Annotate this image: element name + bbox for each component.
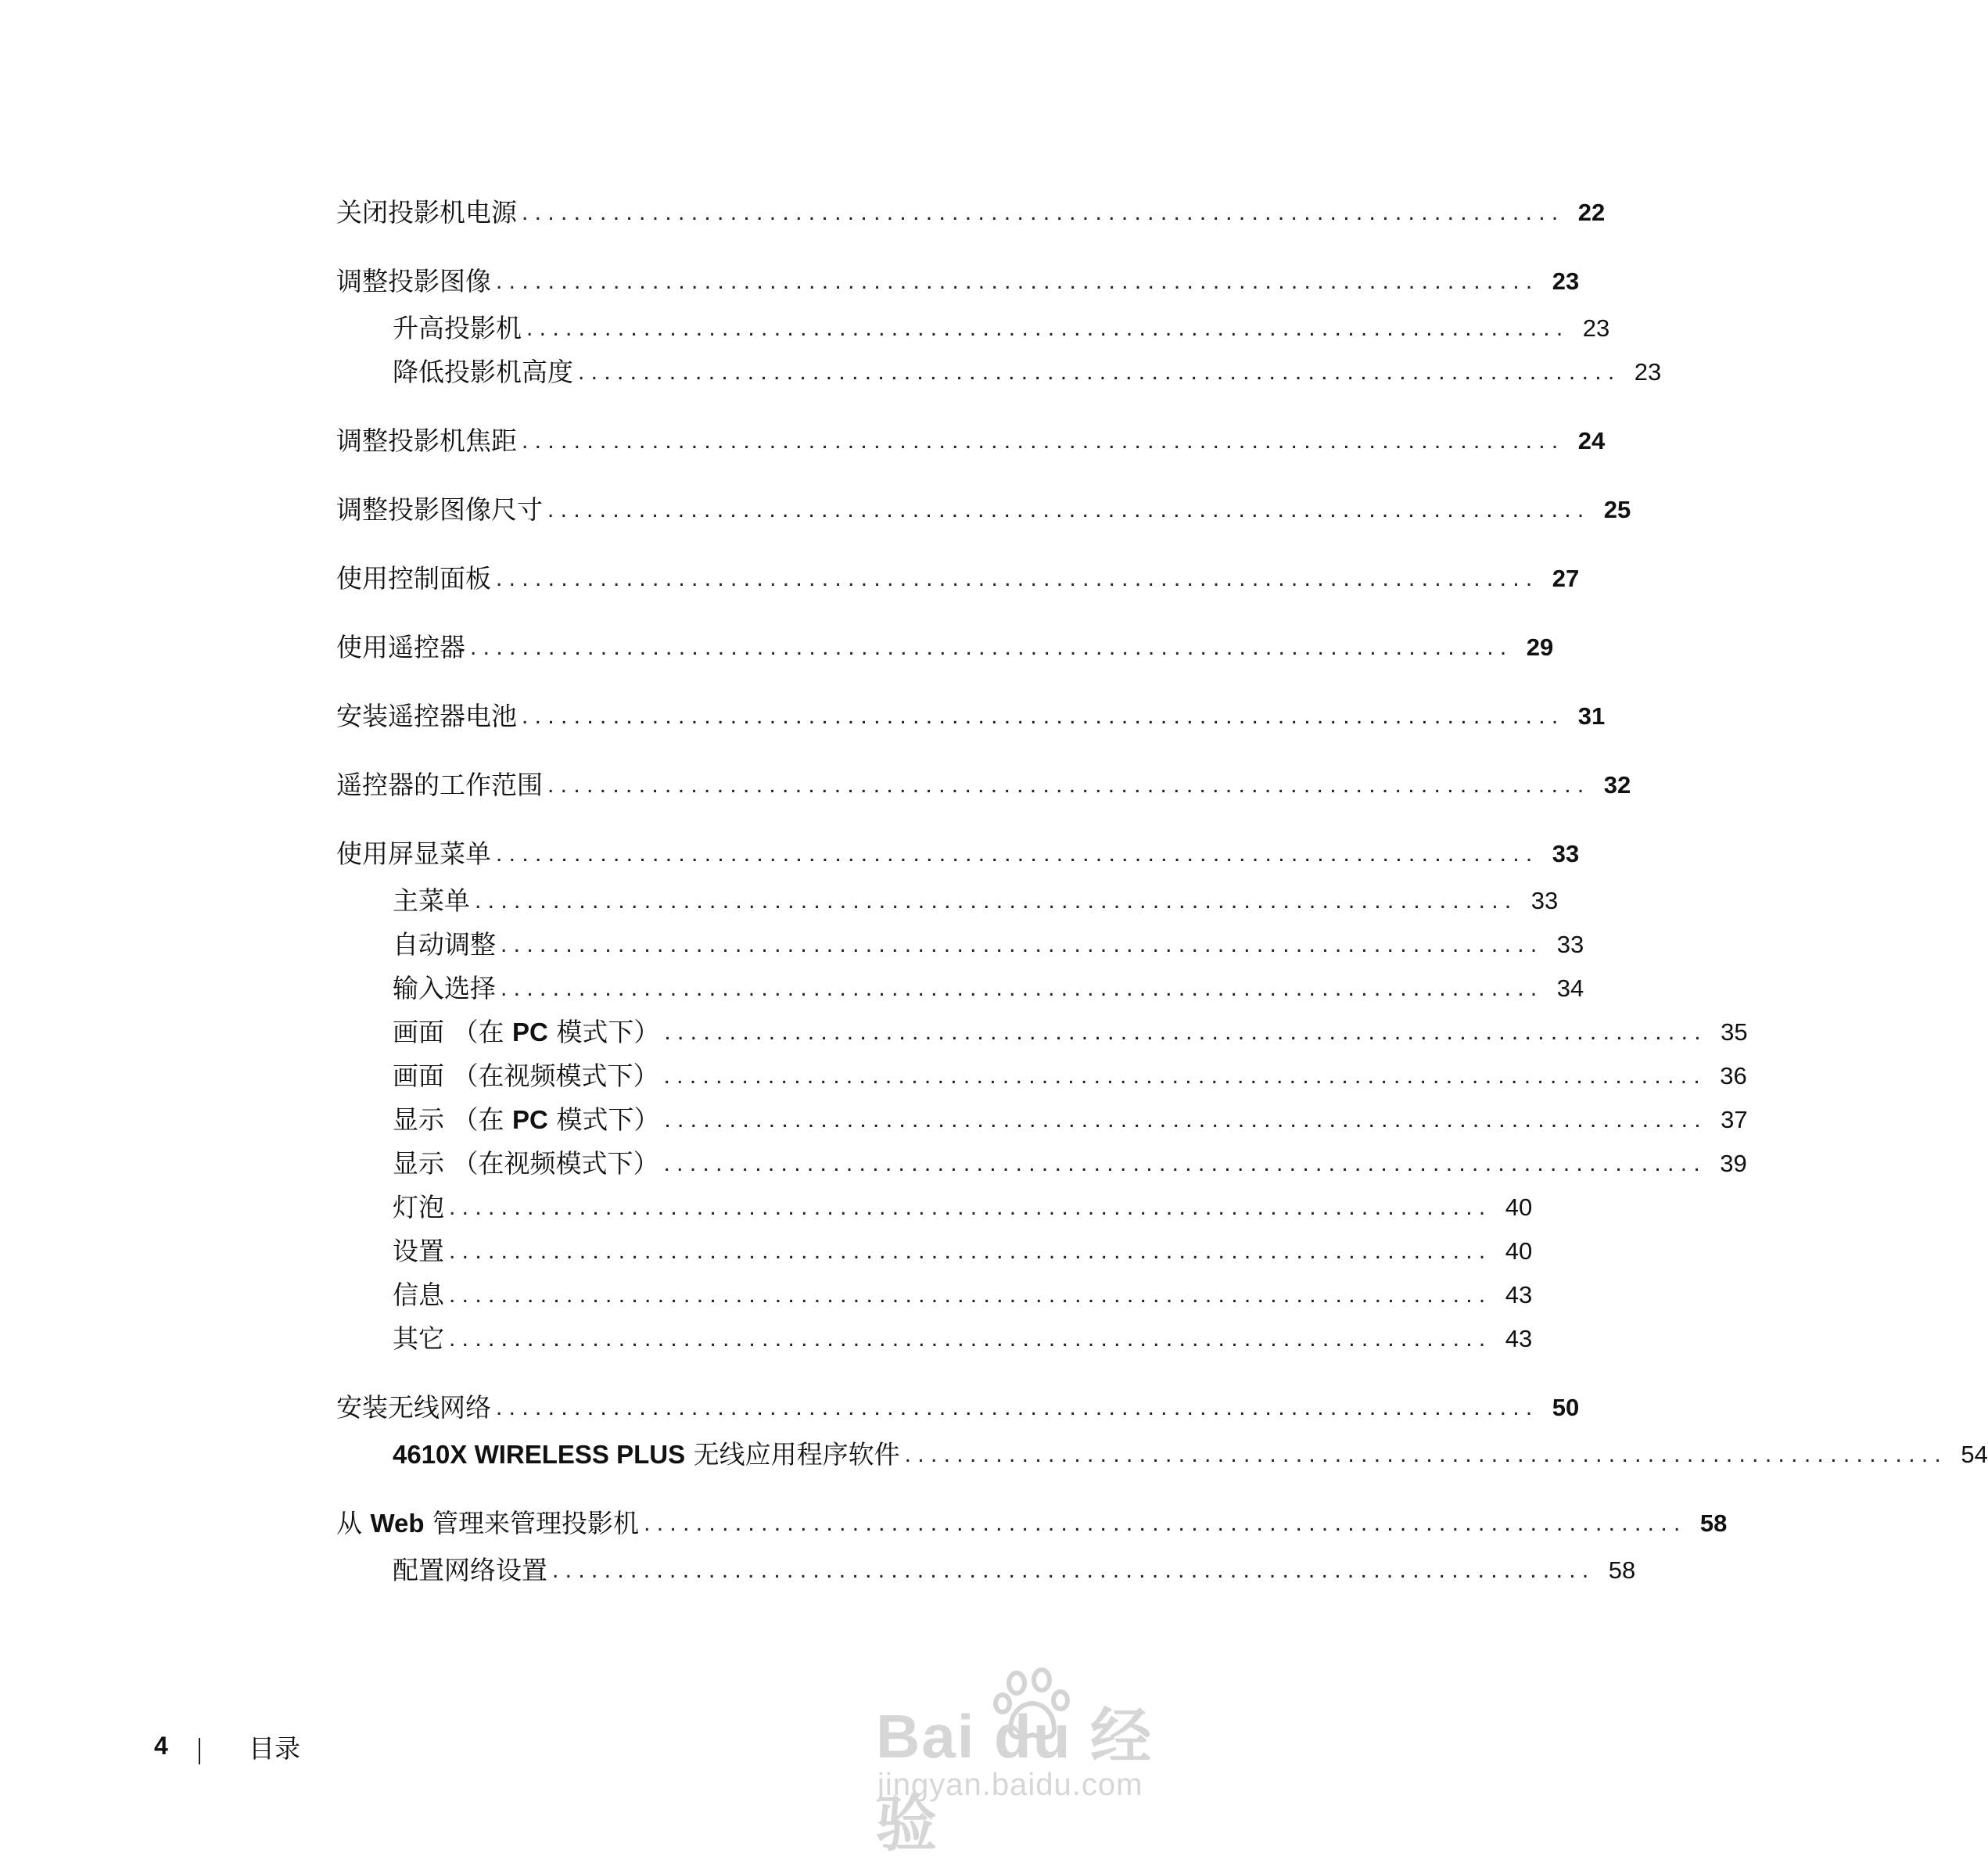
dot-leader: . . . . . . . . . . . . . . . . . . . . . . . . . . . . . . . . . . . . . . . . . . . . . . . . . . . . . . . . . . . . . . . . . . . . . . . . . . . . . . . .	[449, 1194, 1486, 1220]
toc-page-number: 33	[1556, 931, 1584, 958]
dot-leader: . . . . . . . . . . . . . . . . . . . . . . . . . . . . . . . . . . . . . . . . . . . . . . . . . . . . . . . . . . . . . . . . . . . . . . . . . . . . . . . .	[522, 703, 1559, 729]
toc-page-number: 54	[1961, 1441, 1988, 1468]
toc-entry-label: 使用控制面板	[336, 563, 491, 594]
dot-leader: . . . . . . . . . . . . . . . . . . . . . . . . . . . . . . . . . . . . . . . . . . . . . . . . . . . . . . . . . . . . . . . . . . . . . . . . . . . . . . . .	[522, 199, 1559, 225]
toc-entry-label: 关闭投影机电源	[336, 197, 517, 228]
dot-leader: . . . . . . . . . . . . . . . . . . . . . . . . . . . . . . . . . . . . . . . . . . . . . . . . . . . . . . . . . . . . . . . . . . . . . . . . . . . . . . . .	[496, 841, 1533, 867]
toc-page-number: 37	[1721, 1106, 1748, 1133]
toc-entry-label: 使用屏显菜单	[336, 838, 491, 869]
toc-page-number: 33	[1552, 840, 1580, 867]
toc-page-number: 58	[1699, 1509, 1728, 1537]
toc-entry-label: 配置网络设置	[393, 1555, 547, 1585]
toc-page-number: 27	[1552, 565, 1580, 592]
toc-subentry[interactable]	[393, 970, 1584, 1007]
toc-page-number: 33	[1530, 887, 1559, 914]
toc-subentry[interactable]	[393, 354, 1662, 391]
dot-leader: . . . . . . . . . . . . . . . . . . . . . . . . . . . . . . . . . . . . . . . . . . . . . . . . . . . . . . . . . . . . . . . . . . . . . . . . . . . . . . . .	[664, 1019, 1701, 1045]
dot-leader: . . . . . . . . . . . . . . . . . . . . . . . . . . . . . . . . . . . . . . . . . . . . . . . . . . . . . . . . . . . . . . . . . . . . . . . . . . . . . . . .	[501, 975, 1538, 1001]
toc-page-number: 32	[1603, 771, 1631, 799]
dot-leader: . . . . . . . . . . . . . . . . . . . . . . . . . . . . . . . . . . . . . . . . . . . . . . . . . . . . . . . . . . . . . . . . . . . . . . . . . . . . . . . .	[578, 359, 1615, 385]
dot-leader: . . . . . . . . . . . . . . . . . . . . . . . . . . . . . . . . . . . . . . . . . . . . . . . . . . . . . . . . . . . . . . . . . . . . . . . . . . . . . . . .	[663, 1150, 1700, 1176]
toc-entry-label: 灯泡	[393, 1192, 444, 1222]
toc-subentry[interactable]	[393, 1276, 1533, 1314]
dot-leader: . . . . . . . . . . . . . . . . . . . . . . . . . . . . . . . . . . . . . . . . . . . . . . . . . . . . . . . . . . . . . . . . . . . . . . . . . . . . . . . .	[663, 1063, 1700, 1089]
toc-page-number: 24	[1577, 427, 1606, 454]
toc-page-number: 31	[1577, 702, 1606, 730]
toc-entry-label: 其它	[393, 1323, 444, 1354]
dot-leader: . . . . . . . . . . . . . . . . . . . . . . . . . . . . . . . . . . . . . . . . . . . . . . . . . . . . . . . . . . . . . . . . . . . . . . . . . . . . . . . .	[475, 888, 1512, 914]
toc-subentry[interactable]	[393, 1189, 1533, 1226]
toc-page-number: 22	[1577, 199, 1606, 226]
dot-leader: . . . . . . . . . . . . . . . . . . . . . . . . . . . . . . . . . . . . . . . . . . . . . . . . . . . . . . . . . . . . . . . . . . . . . . . . . . . . . . . .	[547, 497, 1584, 522]
toc-entry[interactable]	[336, 263, 1580, 300]
dot-leader: . . . . . . . . . . . . . . . . . . . . . . . . . . . . . . . . . . . . . . . . . . . . . . . . . . . . . . . . . . . . . . . . . . . . . . . . . . . . . . . .	[664, 1107, 1701, 1133]
toc-entry-label: 调整投影机焦距	[336, 425, 517, 456]
dot-leader: . . . . . . . . . . . . . . . . . . . . . . . . . . . . . . . . . . . . . . . . . . . . . . . . . . . . . . . . . . . . . . . . . . . . . . . . . . . . . . . .	[496, 565, 1533, 591]
toc-page-number: 50	[1552, 1394, 1580, 1421]
toc-entry-label: 从 Web 管理来管理投影机	[336, 1508, 640, 1538]
watermark-url: jingyan.baidu.com	[877, 1768, 1143, 1802]
toc-subentry[interactable]	[393, 310, 1610, 347]
toc-entry-label: 自动调整	[393, 929, 496, 960]
baidu-jingyan-watermark	[876, 1666, 1165, 1858]
toc-entry-label: 设置	[393, 1236, 444, 1266]
toc-subentry[interactable]	[393, 1233, 1533, 1270]
footer-page-number: 4	[154, 1732, 168, 1760]
toc-entry-label: 画面 （在视频模式下）	[393, 1061, 659, 1091]
toc-page-number: 39	[1720, 1150, 1747, 1177]
toc-entry-label: 安装无线网络	[336, 1392, 491, 1423]
toc-entry-label: 输入选择	[393, 973, 496, 1003]
toc-page-number: 25	[1603, 496, 1631, 523]
toc-entry-label: 4610X WIRELESS PLUS 无线应用程序软件	[393, 1439, 900, 1470]
dot-leader: . . . . . . . . . . . . . . . . . . . . . . . . . . . . . . . . . . . . . . . . . . . . . . . . . . . . . . . . . . . . . . . . . . . . . . . . . . . . . . . .	[904, 1441, 1941, 1467]
toc-page-number: 29	[1526, 634, 1554, 661]
dot-leader: . . . . . . . . . . . . . . . . . . . . . . . . . . . . . . . . . . . . . . . . . . . . . . . . . . . . . . . . . . . . . . . . . . . . . . . . . . . . . . . .	[552, 1557, 1589, 1583]
toc-entry[interactable]	[336, 194, 1606, 232]
toc-entry-label: 调整投影图像	[336, 266, 491, 296]
toc-entry-label: 画面 （在 PC 模式下）	[393, 1017, 660, 1047]
toc-entry-label: 使用遥控器	[336, 632, 465, 662]
toc-page-number: 40	[1505, 1237, 1533, 1265]
toc-entry-label: 信息	[393, 1280, 444, 1310]
toc-subentry[interactable]	[393, 1057, 1747, 1095]
dot-leader: . . . . . . . . . . . . . . . . . . . . . . . . . . . . . . . . . . . . . . . . . . . . . . . . . . . . . . . . . . . . . . . . . . . . . . . . . . . . . . . .	[449, 1238, 1486, 1264]
toc-entry-label: 降低投影机高度	[393, 357, 573, 387]
toc-subentry[interactable]	[393, 882, 1559, 920]
dot-leader: . . . . . . . . . . . . . . . . . . . . . . . . . . . . . . . . . . . . . . . . . . . . . . . . . . . . . . . . . . . . . . . . . . . . . . . . . . . . . . . .	[522, 428, 1559, 454]
dot-leader: . . . . . . . . . . . . . . . . . . . . . . . . . . . . . . . . . . . . . . . . . . . . . . . . . . . . . . . . . . . . . . . . . . . . . . . . . . . . . . . .	[526, 315, 1563, 341]
dot-leader: . . . . . . . . . . . . . . . . . . . . . . . . . . . . . . . . . . . . . . . . . . . . . . . . . . . . . . . . . . . . . . . . . . . . . . . . . . . . . . . .	[644, 1510, 1681, 1536]
dot-leader: . . . . . . . . . . . . . . . . . . . . . . . . . . . . . . . . . . . . . . . . . . . . . . . . . . . . . . . . . . . . . . . . . . . . . . . . . . . . . . . .	[501, 931, 1538, 957]
toc-page-number: 58	[1608, 1556, 1636, 1584]
toc-page-number: 35	[1721, 1018, 1748, 1046]
toc-subentry[interactable]	[393, 1436, 1988, 1474]
toc-entry-label: 调整投影图像尺寸	[336, 494, 543, 525]
toc-page-number: 43	[1505, 1325, 1533, 1352]
toc-page-number: 34	[1556, 975, 1584, 1002]
footer-section-title: 目录	[249, 1733, 300, 1764]
toc-subentry[interactable]	[393, 1101, 1748, 1139]
toc-entry[interactable]	[336, 835, 1580, 873]
toc-entry[interactable]	[336, 1389, 1580, 1427]
toc-entry[interactable]	[336, 698, 1606, 735]
toc-entry[interactable]	[336, 422, 1606, 460]
footer-divider	[199, 1738, 200, 1764]
toc-entry[interactable]	[336, 629, 1554, 666]
toc-entry-label: 显示 （在视频模式下）	[393, 1148, 659, 1179]
toc-subentry[interactable]	[393, 926, 1584, 964]
dot-leader: . . . . . . . . . . . . . . . . . . . . . . . . . . . . . . . . . . . . . . . . . . . . . . . . . . . . . . . . . . . . . . . . . . . . . . . . . . . . . . . .	[496, 268, 1533, 294]
toc-entry[interactable]	[336, 766, 1631, 804]
toc-entry[interactable]	[336, 1505, 1728, 1542]
toc-entry-label: 主菜单	[393, 885, 470, 916]
toc-subentry[interactable]	[393, 1145, 1747, 1183]
toc-entry[interactable]	[336, 560, 1580, 598]
toc-page-number: 23	[1552, 267, 1580, 295]
dot-leader: . . . . . . . . . . . . . . . . . . . . . . . . . . . . . . . . . . . . . . . . . . . . . . . . . . . . . . . . . . . . . . . . . . . . . . . . . . . . . . . .	[449, 1326, 1486, 1351]
toc-subentry[interactable]	[393, 1552, 1636, 1589]
toc-page-number: 23	[1582, 314, 1610, 342]
toc-page-number: 36	[1720, 1062, 1747, 1089]
dot-leader: . . . . . . . . . . . . . . . . . . . . . . . . . . . . . . . . . . . . . . . . . . . . . . . . . . . . . . . . . . . . . . . . . . . . . . . . . . . . . . . .	[496, 1395, 1533, 1420]
toc-entry[interactable]	[336, 491, 1631, 529]
watermark-logo-text: Bai du 经验	[876, 1702, 1154, 1858]
toc-entry-label: 显示 （在 PC 模式下）	[393, 1104, 660, 1135]
toc-page-number: 43	[1505, 1281, 1533, 1308]
toc-entry-label: 遥控器的工作范围	[336, 770, 543, 800]
toc-page-number: 40	[1505, 1194, 1533, 1221]
toc-entry-label: 升高投影机	[393, 313, 522, 343]
dot-leader: . . . . . . . . . . . . . . . . . . . . . . . . . . . . . . . . . . . . . . . . . . . . . . . . . . . . . . . . . . . . . . . . . . . . . . . . . . . . . . . .	[470, 634, 1507, 660]
toc-page-number: 23	[1634, 358, 1662, 386]
dot-leader: . . . . . . . . . . . . . . . . . . . . . . . . . . . . . . . . . . . . . . . . . . . . . . . . . . . . . . . . . . . . . . . . . . . . . . . . . . . . . . . .	[449, 1282, 1486, 1308]
dot-leader: . . . . . . . . . . . . . . . . . . . . . . . . . . . . . . . . . . . . . . . . . . . . . . . . . . . . . . . . . . . . . . . . . . . . . . . . . . . . . . . .	[547, 772, 1584, 798]
toc-subentry[interactable]	[393, 1320, 1533, 1358]
toc-subentry[interactable]	[393, 1014, 1748, 1051]
toc-entry-label: 安装遥控器电池	[336, 701, 517, 731]
